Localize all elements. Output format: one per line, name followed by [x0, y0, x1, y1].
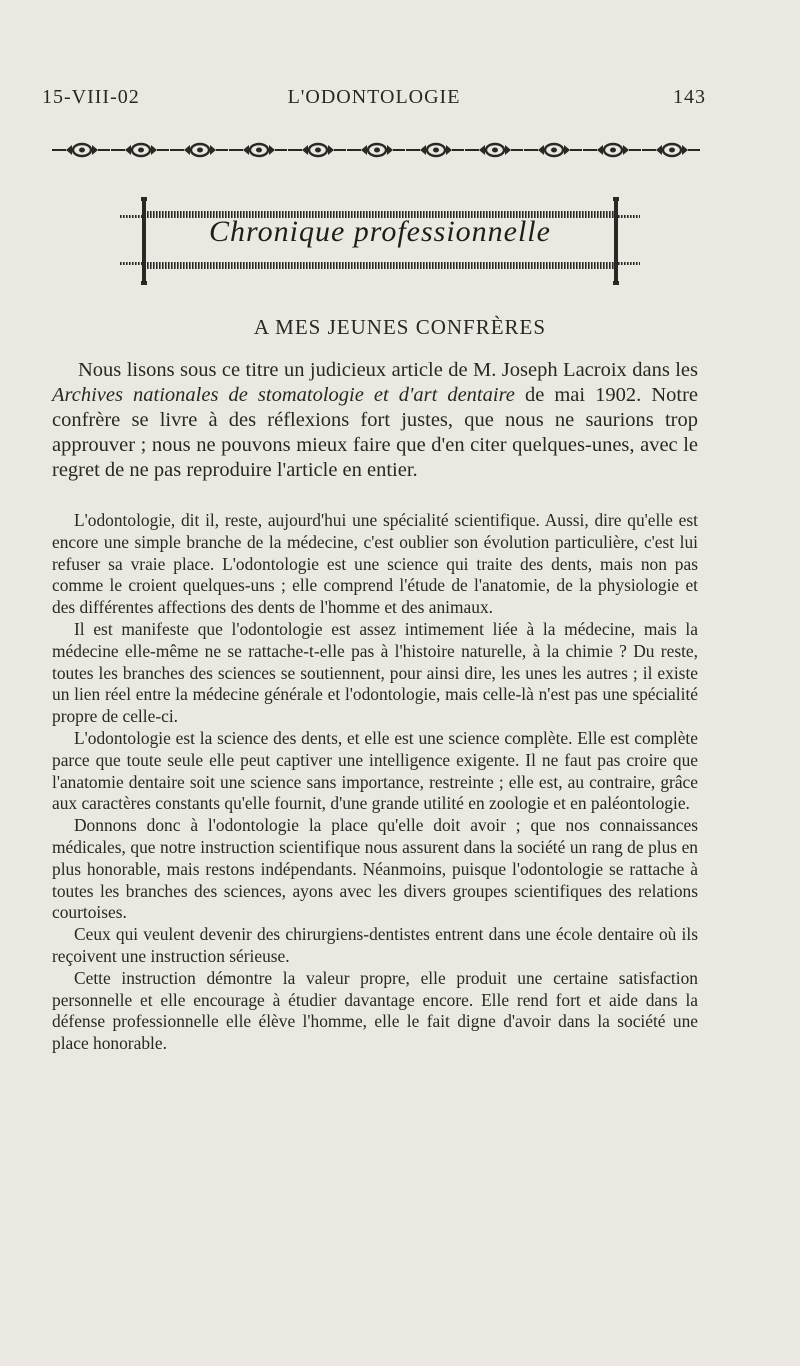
body-paragraph: L'odontologie est la science des dents, et elle est une science complète. Elle est complète parce que toute seule elle peut captiver une intelligence exigente. Il ne faut pas croire que l'anatomie dentaire soit une science sans importance, restreinte ; elle est, au contraire, grâce aux caractères constants qu'elle fournit, d'une grande utilité en zoologie et en paléontologie. — [52, 727, 698, 814]
ornamental-border — [52, 140, 700, 160]
body-paragraph: Ceux qui veulent devenir des chirurgiens-dentistes entrent dans une école dentaire où ils reçoivent une instruction sérieuse. — [52, 924, 698, 966]
journal-title: L'ODONTOLOGIE — [287, 86, 461, 108]
body-paragraph: Cette instruction démontre la valeur propre, elle produit une certaine satisfaction personnelle et elle encourage à étudier davantage encore. Elle rend fort et aide dans la défense professionnelle elle élève l'homme, elle le fait digne d'avoir dans la société une place honorable. — [52, 967, 698, 1054]
body-paragraph: L'odontologie, dit il, reste, aujourd'hui une spécialité scientifique. Aussi, dire qu'elle est encore une simple branche de la médecine, c'est oublier son évolution particulière, c'est lui refuser sa vraie place. L'odontologie est une science qui traite des dents, mais non pas comme le croient quelques-uns ; elle comprend l'étude de l'anatomie, de la physiologie et des différentes affections des dents de l'homme et des animaux. — [52, 510, 698, 618]
page-number: 143 — [673, 86, 706, 108]
intro-text-end: de mai 1902. Notre confrère se livre à des réflexions fort justes, que nous ne saurions trop approuver ; nous ne pouvons mieux faire que d'en citer quelques-unes, avec le regret de ne pas reproduire l'article en entier. — [52, 384, 699, 481]
running-head — [42, 86, 706, 116]
section-title-banner — [120, 195, 640, 287]
quoted-article — [52, 510, 698, 1055]
journal-citation: Archives nationales de stomatologie et d'art dentaire — [52, 384, 515, 406]
intro-text-start: Nous lisons sous ce titre un judicieux article de M. Joseph Lacroix dans les — [78, 359, 698, 381]
body-paragraph: Donnons donc à l'odontologie la place qu'elle doit avoir ; que nos connaissances médicales, que notre instruction scientifique nous assurent dans la société un rang de plus en plus honorable, mais restons indépendants. Néanmoins, puisque l'odontologie se rattache à toutes les branches des sciences, ayons avec les divers groupes scientifiques des relations courtoises. — [52, 815, 698, 923]
intro-paragraph — [52, 358, 698, 483]
issue-date: 15-VIII-02 — [42, 86, 140, 108]
section-title: Chronique professionnelle — [209, 215, 551, 248]
body-paragraph: Il est manifeste que l'odontologie est assez intimement liée à la médecine, mais la médecine elle-même ne se rattache-t-elle pas à l'histoire naturelle, à la chimie ? Du reste, toutes les branches des sciences se soutiennent, pour ainsi dire, les unes les autres ; il existe un lien réel entre la médecine générale et l'odontologie, mais celle-là n'est pas une spécialité propre de celle-ci. — [52, 618, 698, 727]
article-heading: A MES JEUNES CONFRÈRES — [253, 315, 547, 339]
